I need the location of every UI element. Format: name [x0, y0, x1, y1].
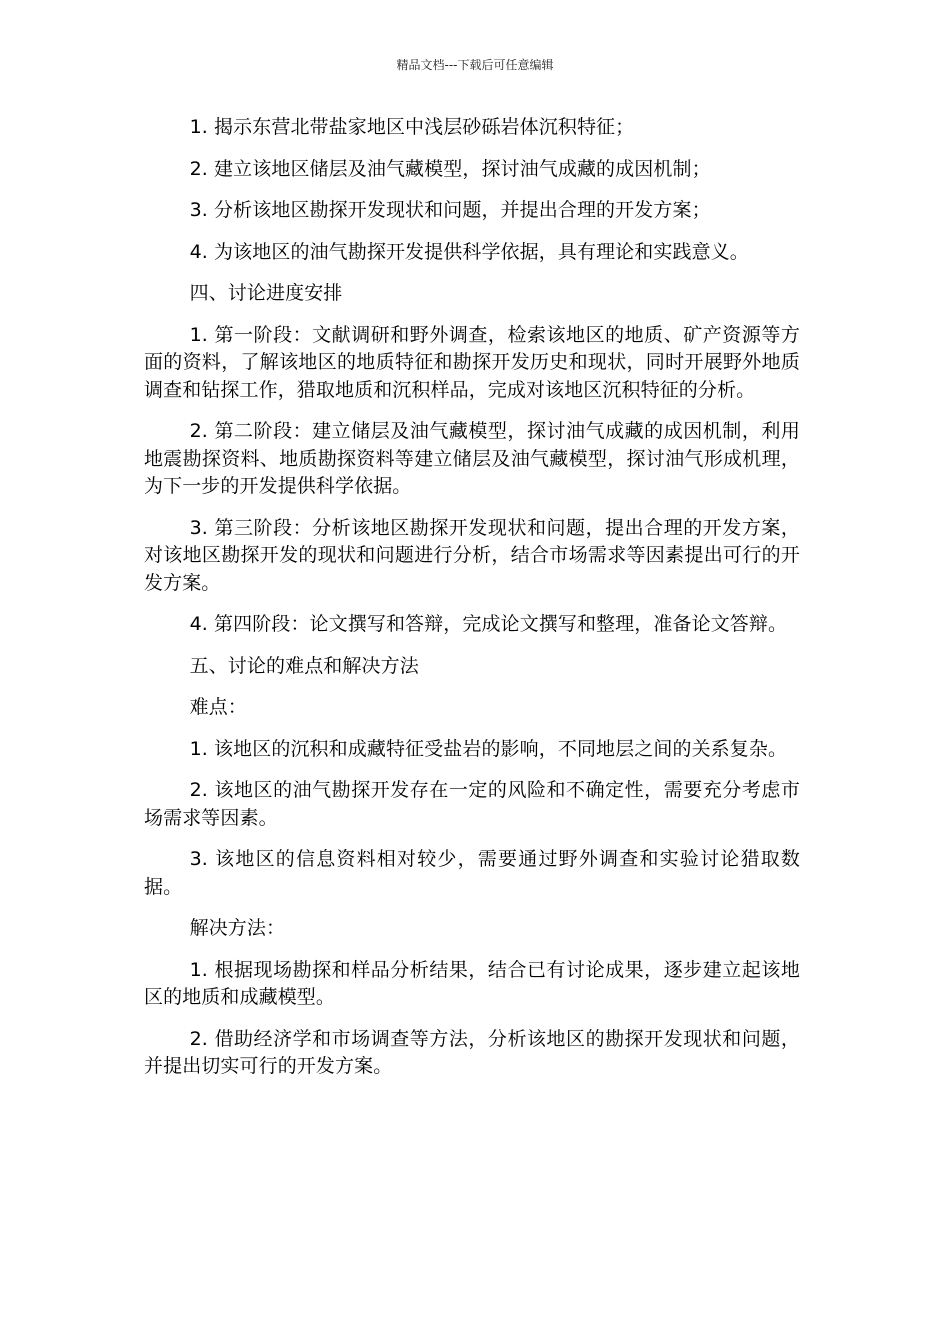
- difficulty-item-3: 3. 该地区的信息资料相对较少，需要通过野外调查和实验讨论猎取数据。: [144, 848, 800, 898]
- section-heading-difficulties: 五、讨论的难点和解决方法: [189, 654, 419, 677]
- difficulties-label: 难点：: [189, 696, 247, 718]
- schedule-stage-2: 2. 第二阶段：建立储层及油气藏模型，探讨油气成藏的成因机制，利用地震勘探资料、地质勘探资料等建立储层及油气藏模型，探讨油气形成机理，为下一步的开发提供科学依据。: [144, 420, 800, 497]
- goal-item-3: 3. 分析该地区勘探开发现状和问题，并提出合理的开发方案；: [189, 199, 711, 221]
- page-header: 精品文档---下载后可任意编辑: [396, 58, 554, 72]
- schedule-stage-1: 1. 第一阶段：文献调研和野外调查，检索该地区的地质、矿产资源等方面的资料，了解该地区的地质特征和勘探开发历史和现状，同时开展野外地质调查和钻探工作，猎取地质和沉积样品，完成对该地区沉积特征的分析。: [144, 323, 800, 401]
- section-heading-schedule: 四、讨论进度安排: [189, 282, 343, 304]
- goal-item-2: 2. 建立该地区储层及油气藏模型，探讨油气成藏的成因机制；: [189, 157, 711, 180]
- schedule-stage-4: 4. 第四阶段：论文撰写和答辩，完成论文撰写和整理，准备论文答辩。: [189, 613, 788, 635]
- difficulty-item-1: 1. 该地区的沉积和成藏特征受盐岩的影响，不同地层之间的关系复杂。: [189, 737, 788, 760]
- solutions-label: 解决方法：: [189, 917, 286, 939]
- goal-item-4: 4. 为该地区的油气勘探开发提供科学依据，具有理论和实践意义。: [189, 240, 749, 263]
- document-body: [144, 114, 800, 1095]
- difficulty-item-2: 2. 该地区的油气勘探开发存在一定的风险和不确定性，需要充分考虑市场需求等因素。: [144, 779, 800, 829]
- solution-item-2: 2. 借助经济学和市场调查等方法，分析该地区的勘探开发现状和问题，并提出切实可行的开发方案。: [144, 1027, 800, 1077]
- schedule-stage-3: 3. 第三阶段：分析该地区勘探开发现状和问题，提出合理的开发方案，对该地区勘探开发的现状和问题进行分析，结合市场需求等因素提出可行的开发方案。: [144, 516, 800, 594]
- goal-item-1: 1. 揭示东营北带盐家地区中浅层砂砾岩体沉积特征；: [189, 116, 635, 138]
- solution-item-1: 1. 根据现场勘探和样品分析结果，结合已有讨论成果，逐步建立起该地区的地质和成藏模型。: [144, 958, 800, 1008]
